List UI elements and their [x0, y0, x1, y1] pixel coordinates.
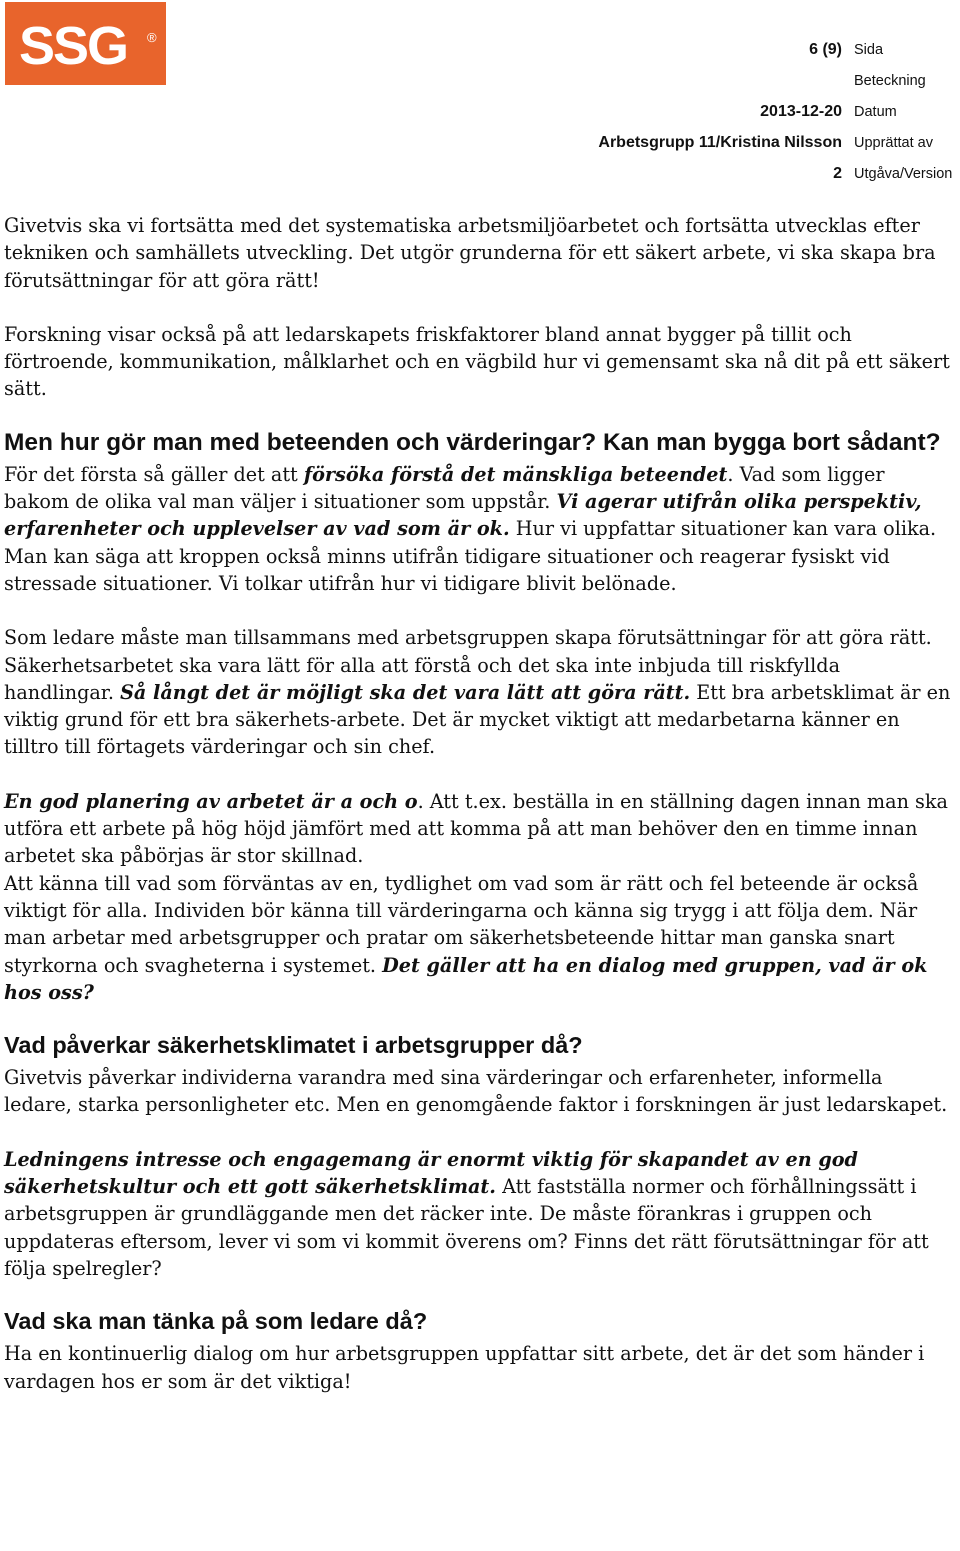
paragraph-leader-emphasis: Så långt det är möjligt ska det vara lätt att göra rätt. — [120, 680, 691, 704]
paragraph-leader — [4, 624, 954, 760]
paragraph-behaviour — [4, 461, 954, 597]
logo-text: SSG — [19, 16, 128, 76]
author-label: Upprättat av — [854, 134, 933, 151]
logo-registered-mark: ® — [147, 30, 157, 45]
ssg-logo-mark — [5, 2, 166, 85]
paragraph-management-emphasis: Ledningens intresse och engagemang är enormt viktig för skapandet av en god säkerhetskultur och ett gott säkerhetsklimat. — [4, 1147, 858, 1199]
document-header — [520, 34, 960, 189]
paragraph-behaviour-emphasis-2: Vi agerar utifrån olika perspektiv, erfarenheter och upplevelser av vad som är ok. — [4, 490, 922, 541]
header-row-designation — [520, 65, 960, 96]
paragraph-behaviour-text-3: Hur vi uppfattar situationer kan vara olika. Man kan säga att kroppen också minns utifrån tidigare situationer och reagerar fysiskt vid stressade situationer. Vi tolkar utifrån hur vi tidigare blivit belönade. — [4, 517, 937, 595]
page-label: Sida — [854, 41, 884, 58]
heading-behaviour: Men hur gör man med beteenden och värderingar? Kan man bygga bort sådant? — [4, 428, 941, 456]
paragraph-planning — [4, 788, 954, 870]
author-value: Arbetsgrupp 11/Kristina Nilsson — [598, 133, 842, 151]
paragraph-leader-tips: Ha en kontinuerlig dialog om hur arbetsgruppen uppfattar sitt arbete, det är det som händer i vardagen hos er som är det viktiga! — [4, 1342, 925, 1393]
header-row-date — [520, 96, 960, 127]
paragraph-expectations-text: Att känna till vad som förväntas av en, tydlighet om vad som är rätt och fel beteende är också viktigt för alla. Individen bör känna till värderingarna och känna sig trygg i att följa dem. När man arbetar med arbetsgrupper och pratar om säkerhetsbeteende hittar man ganska snart styrkorna och svagheterna i systemet. — [4, 871, 919, 977]
paragraph-planning-emphasis: En god planering av arbetet är a och o — [4, 789, 418, 813]
date-value: 2013-12-20 — [760, 102, 842, 120]
designation-label: Beteckning — [854, 72, 926, 89]
paragraph-behaviour-text-2: . Vad som ligger bakom de olika val man väljer i situationer som uppstår. — [4, 462, 885, 514]
paragraph-expectations-emphasis: Det gäller att ha en dialog med gruppen, vad är ok hos oss? — [4, 953, 928, 1004]
paragraph-leader-text-2: Ett bra arbetsklimat är en viktig grund för ett bra säkerhets-arbete. Det är mycket viktigt att medarbetarna känner en tilltro till förtagets värderingar och sin chef. — [4, 680, 951, 759]
paragraph-leader-text-1: Som ledare måste man tillsammans med arbetsgruppen skapa förutsättningar för att göra rätt. Säkerhetsarbetet ska vara lätt för alla att förstå och det ska inte inbjuda till riskfyllda handlingar. — [4, 626, 932, 704]
header-row-author — [520, 127, 960, 158]
paragraph-expectations — [4, 870, 954, 1006]
paragraph-behaviour-text-1: För det första så gäller det att — [4, 462, 304, 486]
paragraph-safety-climate: Givetvis påverkar individerna varandra med sina värderingar och erfarenheter, informella ledare, starka personligheter etc. Men en genomgående faktor i forskningen är just ledarskapet. — [4, 1066, 948, 1117]
heading-leader-tips: Vad ska man tänka på som ledare då? — [4, 1308, 428, 1335]
document-body — [4, 212, 954, 1395]
paragraph-planning-text: . Att t.ex. beställa in en ställning dagen innan man ska utföra ett arbete på hög höjd jämfört med att komma på att man behöver den en timme innan arbetet ska påbörjas är stor skillnad. — [4, 789, 948, 868]
paragraph-research: Forskning visar också på att ledarskapets friskfaktorer bland annat bygger på tillit och förtroende, kommunikation, målklarhet och en vägbild hur vi gemensamt ska nå dit på ett säkert sätt. — [4, 322, 950, 401]
page-number: 6 (9) — [809, 40, 842, 58]
header-row-page — [520, 34, 960, 65]
date-label: Datum — [854, 103, 897, 120]
version-label: Utgåva/Version — [854, 165, 953, 182]
heading-safety-climate: Vad påverkar säkerhetsklimatet i arbetsgrupper då? — [4, 1032, 583, 1059]
paragraph-behaviour-emphasis-1: försöka förstå det mänskliga beteendet — [303, 462, 728, 486]
ssg-logo — [5, 2, 166, 85]
version-value: 2 — [833, 164, 842, 182]
paragraph-management — [4, 1146, 954, 1282]
paragraph-management-text: Att fastställa normer och förhållningssätt i arbetsgruppen är grundläggande men det räcker inte. De måste förankras i gruppen och uppdateras eftersom, lever vi som vi kommit överens om? Finns det rätt förutsättningar för att följa spelregler? — [4, 1175, 929, 1280]
header-row-version — [520, 158, 960, 189]
paragraph-intro: Givetvis ska vi fortsätta med det systematiska arbetsmiljöarbetet och fortsätta utvecklas efter tekniken och samhällets utveckling. Det utgör grunderna för ett säkert arbete, vi ska skapa bra förutsättningar för att göra rätt! — [4, 214, 936, 292]
